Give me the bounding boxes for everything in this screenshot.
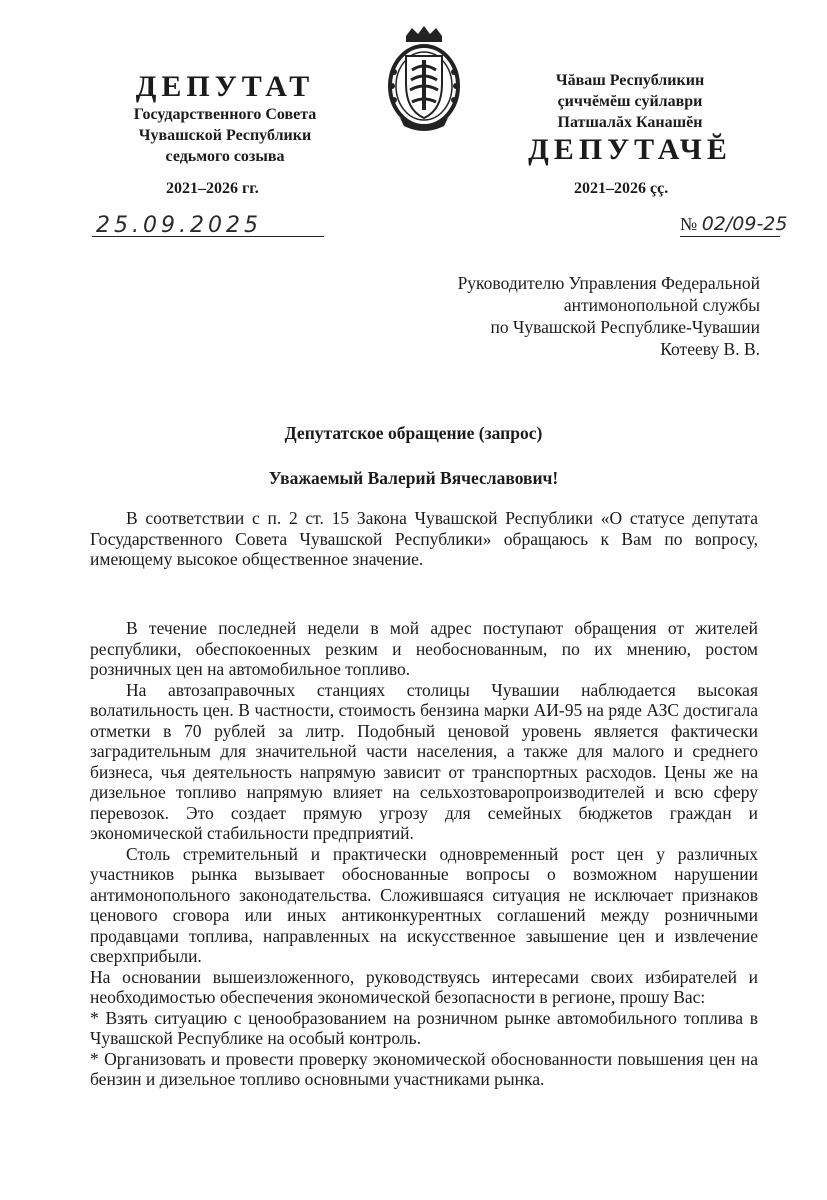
header-right-block [520, 70, 740, 167]
deputy-title-ru: ДЕПУТАТ [135, 70, 315, 103]
chuvash-coat-of-arms-icon [384, 22, 464, 132]
date-underline [92, 236, 324, 237]
header-right-line2: çиччĕмĕш суйлаври [557, 93, 703, 110]
handwritten-number: 02/09-25 [701, 213, 788, 235]
addressee-line1: Руководителю Управления Федеральной [457, 273, 760, 293]
header-right-line3: Патшалăх Канашĕн [557, 114, 703, 131]
paragraph-complaints: В течение последней недели в мой адрес поступают обращения от жителей республики, обеспокоенных резким и необоснованным, по их мнению, ростом розничных цен на автомобильное топливо. [90, 618, 758, 679]
paragraph-intro: В соответствии с п. 2 ст. 15 Закона Чувашской Республики «О статусе депутата Государственного Совета Чувашской Республики» обращаюсь к Вам по вопросу, имеющему высокое общественное значение. [90, 508, 758, 569]
salutation: Уважаемый Валерий Вячеславович! [268, 468, 559, 488]
paragraph-prices: На автозаправочных станциях столицы Чувашии наблюдается высокая волатильность цен. В частности, стоимость бензина марки АИ-95 на ряде АЗС достигала отметки в 70 рублей за литр. Подобный ценовой уровень является фактически заградительным для значительной части населения, а также для малого и среднего бизнеса, чья деятельность напрямую зависит от транспортных расходов. Цены же на дизельное топливо напрямую влияет на сельхозтоваропроизводителей и всю сферу перевозок. Это создает прямую угрозу для семейных бюджетов граждан и экономической стабильности предприятий. [90, 679, 758, 843]
paragraph-request: На основании вышеизложенного, руководствуясь интересами своих избирателей и необходимостью обеспечения экономической безопасности в регионе, прошу Вас: [90, 966, 758, 1007]
header-right-years: 2021–2026 çç. [574, 180, 669, 197]
header-left-line1: Государственного Совета [133, 106, 317, 123]
number-prefix: № [680, 214, 698, 234]
main-body-block [90, 618, 758, 1090]
document-title: Депутатское обращение (запрос) [284, 423, 543, 443]
document-number [680, 213, 787, 235]
intro-paragraph-block [90, 508, 758, 570]
request-item-2: * Организовать и провести проверку экономической обоснованности повышения цен на бензин и дизельное топливо основными участниками рынка. [90, 1048, 758, 1089]
header-left-block [100, 70, 350, 167]
addressee-line3: по Чувашской Республике-Чувашии [490, 317, 760, 337]
header-left-years: 2021–2026 гг. [166, 180, 259, 197]
addressee-line2: антимонопольной службы [563, 295, 760, 315]
header-left-line3: седьмого созыва [165, 148, 285, 165]
handwritten-date: 25.09.2025 [96, 213, 262, 238]
header-right-line1: Чăваш Республикин [555, 72, 705, 89]
header-left-line2: Чувашской Республики [138, 127, 312, 144]
addressee-line4: Котееву В. В. [660, 339, 760, 359]
number-underline [680, 236, 780, 237]
addressee-block [380, 272, 760, 360]
deputy-title-cv: ДЕПУТАЧĔ [528, 133, 732, 166]
paragraph-antitrust: Столь стремительный и практически одновременный рост цен у различных участников рынка вызывает обоснованные вопросы о возможном нарушении антимонопольного законодательства. Сложившаяся ситуация не исключает признаков ценового сговора или иных антиконкурентных соглашений между розничными продавцами топлива, направленных на искусственное завышение цен и извлечение сверхприбыли. [90, 843, 758, 966]
request-item-1: * Взять ситуацию с ценообразованием на розничном рынке автомобильного топлива в Чувашской Республике на особый контроль. [90, 1007, 758, 1048]
